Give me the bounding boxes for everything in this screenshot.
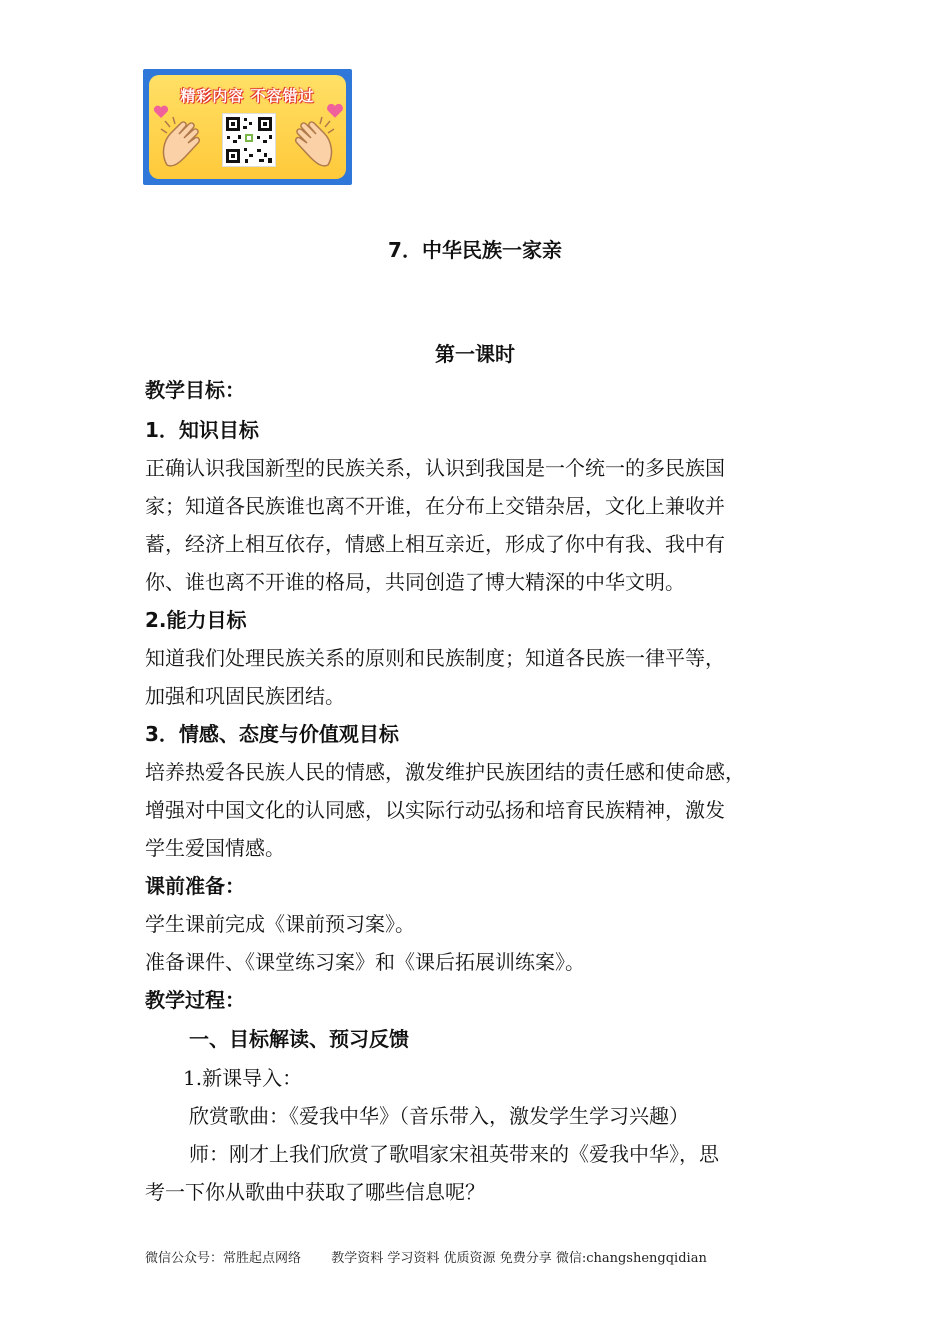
knowledge-heading: 1．知识目标 <box>145 418 259 442</box>
knowledge-line: 家；知道各民族谁也离不开谁，在分布上交错杂居，文化上兼收并 <box>145 494 725 518</box>
knowledge-line: 正确认识我国新型的民族关系，认识到我国是一个统一的多民族国 <box>145 456 725 480</box>
clapping-hands-icon <box>159 115 211 171</box>
process-line: 师：刚才上我们欣赏了歌唱家宋祖英带来的《爱我中华》，思 <box>189 1142 719 1166</box>
ability-line: 知道我们处理民族关系的原则和民族制度；知道各民族一律平等， <box>145 646 725 670</box>
lesson-title: 7．中华民族一家亲 <box>388 238 562 262</box>
process-line: 欣赏歌曲：《爱我中华》（音乐带入，激发学生学习兴趣） <box>189 1104 689 1128</box>
promo-banner[interactable] <box>143 69 352 185</box>
emotion-heading: 3．情感、态度与价值观目标 <box>145 722 399 746</box>
qr-code[interactable] <box>222 113 276 167</box>
process-part-heading: 一、目标解读、预习反馈 <box>189 1027 409 1051</box>
knowledge-line: 你、谁也离不开谁的格局，共同创造了博大精深的中华文明。 <box>145 570 685 594</box>
section-title: 第一课时 <box>435 342 515 366</box>
process-heading: 教学过程： <box>145 988 245 1012</box>
footer-account: 微信公众号：常胜起点网络 <box>145 1251 302 1266</box>
process-item: 1.新课导入： <box>183 1066 303 1090</box>
promo-banner-text: 精彩内容 不容错过 <box>180 87 315 105</box>
emotion-line: 增强对中国文化的认同感，以实际行动弘扬和培育民族精神，激发 <box>145 798 725 822</box>
knowledge-line: 蓄，经济上相互依存，情感上相互亲近，形成了你中有我、我中有 <box>145 532 725 556</box>
preparation-line: 学生课前完成《课前预习案》。 <box>145 912 415 936</box>
ability-line: 加强和巩固民族团结。 <box>145 684 345 708</box>
clapping-hands-icon <box>284 115 336 171</box>
promo-banner-inner <box>149 75 346 179</box>
emotion-line: 培养热爱各民族人民的情感，激发维护民族团结的责任感和使命感， <box>145 760 745 784</box>
objectives-heading: 教学目标： <box>145 378 245 402</box>
preparation-heading: 课前准备： <box>145 874 245 898</box>
footer-tags: 教学资料 学习资料 优质资源 免费分享 微信:changshengqidian <box>331 1251 707 1266</box>
page-footer <box>145 1247 707 1266</box>
qr-code-icon <box>223 114 275 166</box>
ability-heading: 2.能力目标 <box>145 608 247 632</box>
emotion-line: 学生爱国情感。 <box>145 836 285 860</box>
process-line: 考一下你从歌曲中获取了哪些信息呢？ <box>145 1180 485 1204</box>
preparation-line: 准备课件、《课堂练习案》和《课后拓展训练案》。 <box>145 950 585 974</box>
